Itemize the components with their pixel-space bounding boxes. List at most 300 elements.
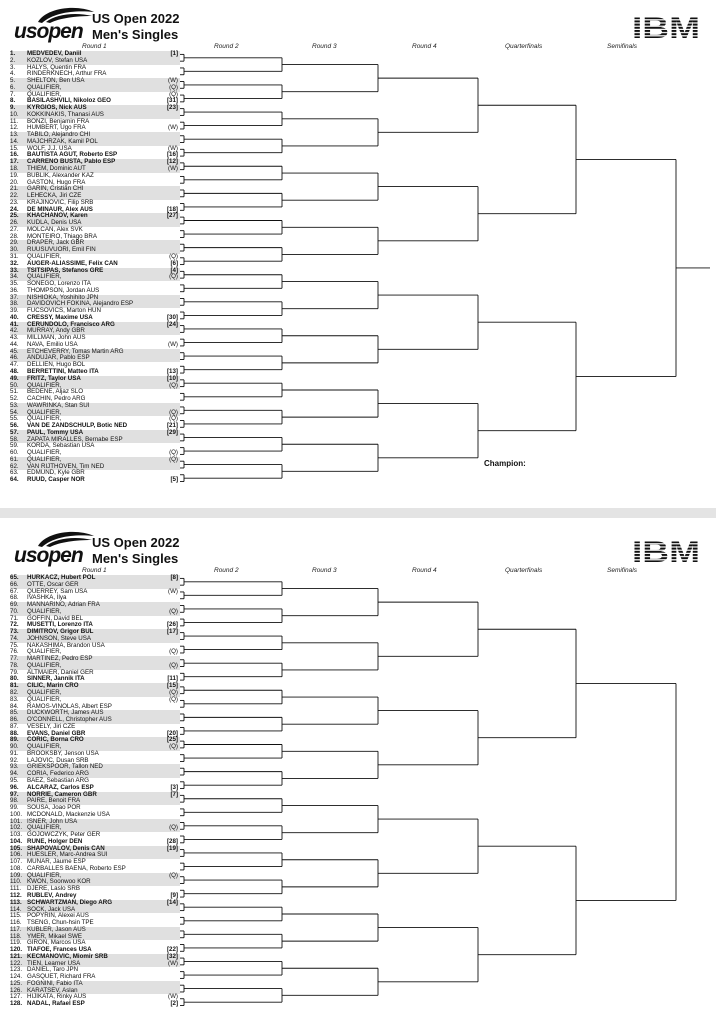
player-name: HUESLER, Marc-Andrea SUI — [27, 851, 108, 859]
player-name: THIEM, Dominic AUT — [27, 165, 86, 173]
player-name: DUCKWORTH, James AUS — [27, 709, 104, 717]
entry-number: 62. — [10, 462, 19, 470]
player-name: KHACHANOV, Karen — [27, 212, 88, 220]
player-name: DANIEL, Taro JPN — [27, 966, 79, 974]
entry-number: 90. — [10, 743, 19, 751]
entry-number: 96. — [10, 783, 19, 791]
player-name: HUMBERT, Ugo FRA — [27, 124, 86, 132]
player-name: KUDLA, Denis USA — [27, 219, 82, 227]
player-name: QUALIFIER, — [27, 607, 62, 615]
entry-number: 128. — [10, 1000, 23, 1008]
entry-number: 82. — [10, 689, 19, 697]
player-name: KARATSEV, Aslan — [27, 986, 78, 994]
player-name: SHELTON, Ben USA — [27, 77, 85, 85]
entry-number: 126. — [10, 986, 23, 994]
round-header-5: Quarterfinals — [505, 567, 543, 574]
seed-label: [10] — [166, 374, 178, 382]
player-name: DIMITROV, Grigor BUL — [27, 628, 94, 636]
player-name: WOLF, J.J. USA — [27, 144, 72, 152]
seed-label: [29] — [166, 428, 178, 436]
seed-label: [30] — [166, 313, 178, 321]
seed-label: [20] — [166, 729, 178, 737]
player-name: PAIRE, Benoit FRA — [27, 797, 81, 805]
player-name: DELLIEN, Hugo BOL — [27, 361, 86, 369]
player-name: TABILO, Alejandro CHI — [27, 131, 91, 139]
player-name: RUBLEV, Andrey — [27, 891, 77, 899]
player-name: DE MINAUR, Alex AUS — [27, 205, 93, 213]
entry-number: 124. — [10, 973, 23, 981]
entry-number: 3. — [10, 63, 16, 71]
entry-number: 19. — [10, 171, 19, 179]
player-name: RINDERKNECH, Arthur FRA — [27, 70, 107, 78]
seed-label: [27] — [166, 212, 178, 220]
entry-number: 123. — [10, 966, 23, 974]
round1-entry-list — [10, 575, 180, 1008]
entry-number: 47. — [10, 361, 19, 369]
player-name: QUALIFIER, — [27, 455, 62, 463]
entry-number: 107. — [10, 858, 23, 866]
entry-number: 109. — [10, 871, 23, 879]
entry-number: 12. — [10, 124, 19, 132]
entry-number: 81. — [10, 682, 19, 690]
player-name: ETCHEVERRY, Tomas Martin ARG — [27, 347, 124, 355]
player-name: KYRGIOS, Nick AUS — [27, 104, 87, 112]
entry-number: 24. — [10, 205, 19, 213]
entry-number: 1. — [10, 50, 16, 57]
entry-number: 104. — [10, 837, 23, 845]
seed-label: [15] — [166, 682, 178, 690]
entry-number: 102. — [10, 824, 23, 832]
player-name: RUUD, Casper NOR — [27, 476, 85, 484]
entry-number: 70. — [10, 607, 19, 615]
entry-number: 53. — [10, 401, 19, 409]
player-name: EVANS, Daniel GBR — [27, 729, 86, 737]
entry-number: 125. — [10, 979, 23, 987]
seed-label: (Q) — [169, 689, 178, 697]
entry-number: 77. — [10, 655, 19, 663]
player-name: CRESSY, Maxime USA — [27, 313, 93, 321]
entry-number: 56. — [10, 422, 19, 430]
entry-number: 45. — [10, 347, 19, 355]
entry-number: 11. — [10, 117, 19, 125]
entry-number: 97. — [10, 790, 19, 798]
player-name: TIEN, Learner USA — [27, 959, 81, 967]
player-name: ALTMAIER, Daniel GER — [27, 668, 94, 676]
player-name: NADAL, Rafael ESP — [27, 1000, 85, 1008]
player-name: QUALIFIER, — [27, 449, 62, 457]
entry-number: 83. — [10, 695, 19, 703]
player-name: CARRENO BUSTA, Pablo ESP — [27, 158, 116, 166]
entry-number: 30. — [10, 246, 19, 254]
player-name: KUBLER, Jason AUS — [27, 925, 86, 933]
entry-number: 51. — [10, 388, 19, 396]
player-name: BAEZ, Sebastian ARG — [27, 776, 89, 784]
player-name: QUALIFIER, — [27, 871, 62, 879]
seed-label: [16] — [166, 151, 178, 159]
entry-number: 44. — [10, 340, 19, 348]
entry-number: 105. — [10, 844, 23, 852]
entry-number: 46. — [10, 354, 19, 362]
seed-label: (Q) — [169, 381, 178, 389]
player-name: WAWRINKA, Stan SUI — [27, 401, 90, 409]
seed-label: [18] — [166, 205, 178, 213]
player-name: HIJIKATA, Rinky AUS — [27, 993, 87, 1001]
entry-number: 26. — [10, 219, 19, 227]
player-name: NISHIOKA, Yoshihito JPN — [27, 293, 99, 301]
entry-number: 110. — [10, 878, 22, 886]
usopen-logo-text: usopen — [14, 20, 83, 43]
seed-label: [31] — [166, 97, 178, 105]
player-name: BAUTISTA AGUT, Roberto ESP — [27, 151, 118, 159]
seed-label: [1] — [170, 50, 178, 57]
seed-label: [19] — [166, 844, 178, 852]
entry-number: 54. — [10, 408, 19, 416]
seed-label: (Q) — [169, 90, 178, 98]
page-subtitle: Men's Singles — [92, 551, 179, 566]
player-name: QUALIFIER, — [27, 689, 62, 697]
entry-number: 43. — [10, 334, 19, 342]
ibm-logo-text: IBM — [632, 538, 700, 564]
entry-number: 68. — [10, 594, 19, 602]
seed-label: [24] — [166, 320, 178, 328]
player-name: THOMPSON, Jordan AUS — [27, 286, 100, 294]
round-header-6: Semifinals — [607, 567, 637, 574]
player-name: QUALIFIER, — [27, 415, 62, 423]
player-name: QUALIFIER, — [27, 743, 62, 751]
entry-number: 87. — [10, 722, 19, 730]
round-header-2: Round 2 — [214, 567, 239, 574]
player-name: QUALIFIER, — [27, 90, 62, 98]
entry-number: 76. — [10, 648, 19, 656]
player-name: ZAPATA MIRALLES, Bernabe ESP — [27, 435, 123, 443]
seed-label: [26] — [166, 621, 178, 629]
player-name: EDMUND, Kyle GBR — [27, 469, 85, 477]
entry-number: 29. — [10, 239, 19, 247]
page-title: US Open 2022 — [92, 11, 180, 26]
entry-number: 36. — [10, 286, 19, 294]
player-name: QUERREY, Sam USA — [27, 587, 88, 595]
entry-number: 21. — [10, 185, 19, 193]
player-name: CORIA, Federico ARG — [27, 770, 89, 778]
entry-number: 35. — [10, 280, 19, 288]
entry-number: 59. — [10, 442, 19, 450]
round-header-1: Round 1 — [82, 43, 107, 50]
player-name: MUSETTI, Lorenzo ITA — [27, 621, 93, 629]
entry-number: 98. — [10, 797, 19, 805]
seed-label: (Q) — [169, 83, 178, 91]
seed-label: (W) — [168, 959, 178, 967]
entry-number: 101. — [10, 817, 23, 825]
player-name: CILIC, Marin CRO — [27, 682, 79, 690]
round-header-4: Round 4 — [412, 43, 437, 50]
seed-label: (W) — [168, 144, 178, 152]
round-header-4: Round 4 — [412, 567, 437, 574]
entry-number: 79. — [10, 668, 19, 676]
entry-number: 117. — [10, 925, 22, 933]
entry-number: 17. — [10, 158, 19, 166]
player-name: GRIEKSPOOR, Tallon NED — [27, 763, 103, 771]
entry-number: 72. — [10, 621, 19, 629]
entry-number: 32. — [10, 259, 19, 267]
entry-number: 40. — [10, 313, 19, 321]
player-name: SINNER, Jannik ITA — [27, 675, 85, 683]
entry-number: 95. — [10, 776, 19, 784]
page-separator — [0, 508, 716, 518]
entry-number: 22. — [10, 192, 19, 200]
player-name: MANNARINO, Adrian FRA — [27, 601, 100, 609]
seed-label: [14] — [166, 898, 178, 906]
player-name: VESELY, Jiri CZE — [27, 722, 76, 730]
entry-number: 48. — [10, 367, 19, 375]
entry-number: 103. — [10, 831, 23, 839]
entry-number: 115. — [10, 912, 22, 920]
seed-label: [4] — [170, 266, 178, 274]
usopen-logo-text: usopen — [14, 544, 83, 567]
player-name: DJERE, Laslo SRB — [27, 885, 80, 893]
entry-number: 63. — [10, 469, 19, 477]
player-name: QUALIFIER, — [27, 695, 62, 703]
seed-label: (Q) — [169, 449, 178, 457]
seed-label: [21] — [166, 422, 178, 430]
player-name: BONZI, Benjamin FRA — [27, 117, 90, 125]
player-name: QUALIFIER, — [27, 83, 62, 91]
entry-number: 73. — [10, 628, 19, 636]
entry-number: 60. — [10, 449, 19, 457]
player-name: QUALIFIER, — [27, 648, 62, 656]
entry-number: 7. — [10, 90, 16, 98]
entry-number: 113. — [10, 898, 22, 906]
entry-number: 69. — [10, 601, 19, 609]
round-header-2: Round 2 — [214, 43, 239, 50]
player-name: GOFFIN, David BEL — [27, 614, 84, 622]
player-name: KRAJINOVIC, Filip SRB — [27, 198, 94, 206]
player-name: SHAPOVALOV, Denis CAN — [27, 844, 105, 852]
player-name: QUALIFIER, — [27, 381, 62, 389]
player-name: VAN DE ZANDSCHULP, Botic NED — [27, 422, 128, 430]
entry-number: 64. — [10, 476, 19, 484]
player-name: LEHECKA, Jiri CZE — [27, 192, 82, 200]
player-name: GOJOWCZYK, Peter GER — [27, 831, 101, 839]
entry-number: 127. — [10, 993, 23, 1001]
seed-label: [17] — [166, 628, 178, 636]
entry-number: 85. — [10, 709, 19, 717]
seed-label: (W) — [168, 993, 178, 1001]
entry-number: 28. — [10, 232, 19, 240]
player-name: SCHWARTZMAN, Diego ARG — [27, 898, 113, 906]
player-name: VAN RIJTHOVEN, Tim NED — [27, 462, 105, 470]
entry-number: 80. — [10, 675, 19, 683]
player-name: KWON, Soonwoo KOR — [27, 878, 91, 886]
entry-number: 57. — [10, 428, 19, 436]
player-name: MAJCHRZAK, Kamil POL — [27, 137, 98, 145]
entry-number: 50. — [10, 381, 19, 389]
entry-number: 89. — [10, 736, 19, 744]
player-name: MILLMAN, John AUS — [27, 334, 86, 342]
seed-label: (Q) — [169, 408, 178, 416]
entry-number: 9. — [10, 104, 16, 112]
entry-number: 120. — [10, 946, 23, 954]
draw-sheet-bottom-half — [0, 524, 716, 1024]
entry-number: 67. — [10, 587, 19, 595]
entry-number: 114. — [10, 905, 22, 913]
entry-number: 52. — [10, 395, 19, 403]
seed-label: (Q) — [169, 871, 178, 879]
seed-label: (W) — [168, 340, 178, 348]
seed-label: [8] — [170, 574, 178, 581]
player-name: BASILASHVILI, Nikoloz GEO — [27, 97, 111, 105]
player-name: YMER, Mikael SWE — [27, 932, 83, 940]
entry-number: 33. — [10, 266, 19, 274]
entry-number: 111. — [10, 885, 22, 893]
seed-label: [9] — [170, 891, 178, 899]
entry-number: 5. — [10, 77, 16, 85]
entry-number: 88. — [10, 729, 19, 737]
player-name: CARBALLES BAENA, Roberto ESP — [27, 864, 126, 872]
seed-label: (Q) — [169, 252, 178, 260]
round-header-3: Round 3 — [312, 567, 337, 574]
seed-label: (W) — [168, 77, 178, 85]
entry-number: 86. — [10, 716, 19, 724]
player-name: GARIN, Cristian CHI — [27, 185, 84, 193]
player-name: FUCSOVICS, Marton HUN — [27, 307, 101, 315]
player-name: FRITZ, Taylor USA — [27, 374, 81, 382]
player-name: MURRAY, Andy GBR — [27, 327, 85, 335]
seed-label: [22] — [166, 946, 178, 954]
seed-label: [2] — [170, 1000, 178, 1008]
entry-number: 84. — [10, 702, 19, 710]
entry-number: 4. — [10, 70, 16, 78]
player-name: SOUSA, Joao POR — [27, 804, 81, 812]
player-name: QUALIFIER, — [27, 824, 62, 832]
player-name: KOZLOV, Stefan USA — [27, 56, 88, 64]
player-name: MOLCAN, Alex SVK — [27, 225, 83, 233]
player-name: RAMOS-VINOLAS, Albert ESP — [27, 702, 112, 710]
seed-label: [6] — [170, 259, 178, 267]
seed-label: [23] — [166, 104, 178, 112]
player-name: KOKKINAKIS, Thanasi AUS — [27, 110, 104, 118]
seed-label: (Q) — [169, 648, 178, 656]
entry-number: 121. — [10, 952, 23, 960]
player-name: RUUSUVUORI, Emil FIN — [27, 246, 96, 254]
entry-number: 74. — [10, 634, 19, 642]
player-name: ANDUJAR, Pablo ESP — [27, 354, 90, 362]
round-header-6: Semifinals — [607, 43, 637, 50]
seed-label: [3] — [170, 783, 178, 791]
entry-number: 31. — [10, 252, 19, 260]
entry-number: 2. — [10, 56, 16, 64]
entry-number: 10. — [10, 110, 19, 118]
player-name: O'CONNELL, Christopher AUS — [27, 716, 112, 724]
player-name: HALYS, Quentin FRA — [27, 63, 87, 71]
player-name: POPYRIN, Alexei AUS — [27, 912, 89, 920]
player-name: CORIC, Borna CRO — [27, 736, 84, 744]
player-name: NAVA, Emilio USA — [27, 340, 78, 348]
entry-number: 71. — [10, 614, 19, 622]
entry-number: 66. — [10, 580, 19, 588]
entry-number: 41. — [10, 320, 19, 328]
entry-number: 108. — [10, 864, 23, 872]
round-header-1: Round 1 — [82, 567, 107, 574]
seed-label: [7] — [170, 790, 178, 798]
player-name: QUALIFIER, — [27, 408, 62, 416]
player-name: HURKACZ, Hubert POL — [27, 574, 96, 581]
player-name: SOCK, Jack USA — [27, 905, 76, 913]
seed-label: (Q) — [169, 415, 178, 423]
player-name: NAKASHIMA, Brandon USA — [27, 641, 105, 649]
player-name: GASTON, Hugo FRA — [27, 178, 86, 186]
entry-number: 25. — [10, 212, 19, 220]
entry-number: 75. — [10, 641, 19, 649]
entry-number: 18. — [10, 165, 19, 173]
entry-number: 15. — [10, 144, 19, 152]
player-name: SONEGO, Lorenzo ITA — [27, 280, 91, 288]
entry-number: 55. — [10, 415, 19, 423]
player-name: ISNER, John USA — [27, 817, 78, 825]
page-title: US Open 2022 — [92, 535, 180, 550]
ibm-logo-text: IBM — [632, 14, 700, 40]
seed-label: (Q) — [169, 455, 178, 463]
player-name: CACHIN, Pedro ARG — [27, 395, 86, 403]
player-name: CERUNDOLO, Francisco ARG — [27, 320, 115, 328]
entry-number: 112. — [10, 891, 22, 899]
player-name: QUALIFIER, — [27, 661, 62, 669]
player-name: QUALIFIER, — [27, 273, 62, 281]
seed-label: [25] — [166, 736, 178, 744]
seed-label: (W) — [168, 124, 178, 132]
player-name: IVASHKA, Ilya — [27, 594, 67, 602]
seed-label: [5] — [170, 476, 178, 484]
player-name: LAJOVIC, Dusan SRB — [27, 756, 89, 764]
round-header-3: Round 3 — [312, 43, 337, 50]
entry-number: 92. — [10, 756, 19, 764]
player-name: RUNE, Holger DEN — [27, 837, 83, 845]
entry-number: 37. — [10, 293, 19, 301]
player-name: MARTINEZ, Pedro ESP — [27, 655, 93, 663]
round1-entry-list — [10, 51, 180, 484]
entry-number: 49. — [10, 374, 19, 382]
player-name: DRAPER, Jack GBR — [27, 239, 85, 247]
draw-entry — [10, 477, 180, 484]
player-name: MCDONALD, Mackenzie USA — [27, 810, 110, 818]
seed-label: (Q) — [169, 607, 178, 615]
entry-number: 14. — [10, 137, 19, 145]
player-name: TIAFOE, Frances USA — [27, 946, 92, 954]
player-name: GIRON, Marcos USA — [27, 939, 86, 947]
seed-label: (Q) — [169, 824, 178, 832]
entry-number: 100. — [10, 810, 23, 818]
entry-number: 99. — [10, 804, 19, 812]
entry-number: 61. — [10, 455, 19, 463]
player-name: JOHNSON, Steve USA — [27, 634, 91, 642]
entry-number: 65. — [10, 574, 19, 581]
seed-label: (Q) — [169, 661, 178, 669]
seed-label: (W) — [168, 587, 178, 595]
entry-number: 122. — [10, 959, 23, 967]
player-name: AUGER-ALIASSIME, Felix CAN — [27, 259, 118, 267]
entry-number: 116. — [10, 919, 22, 927]
entry-number: 16. — [10, 151, 19, 159]
seed-label: (Q) — [169, 743, 178, 751]
player-name: MUNAR, Jaume ESP — [27, 858, 86, 866]
round-header-5: Quarterfinals — [505, 43, 543, 50]
draw-sheet-top-half — [0, 0, 716, 500]
player-name: TSENG, Chun-hsin TPE — [27, 919, 94, 927]
entry-number: 118. — [10, 932, 22, 940]
player-name: BUBLIK, Alexander KAZ — [27, 171, 94, 179]
seed-label: (Q) — [169, 695, 178, 703]
player-name: TSITSIPAS, Stefanos GRE — [27, 266, 104, 274]
entry-number: 27. — [10, 225, 19, 233]
